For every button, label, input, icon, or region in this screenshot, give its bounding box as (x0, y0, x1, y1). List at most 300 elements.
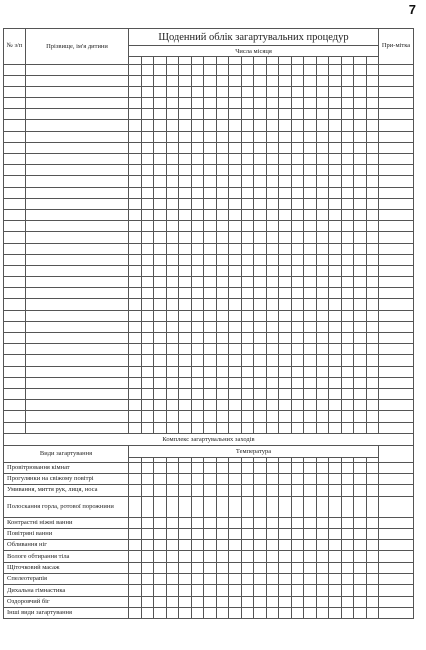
day-cell (141, 98, 154, 109)
day-cell (316, 209, 329, 220)
day-cell (154, 109, 167, 120)
day-cell (241, 422, 254, 433)
day-cell (191, 277, 204, 288)
note-cell (379, 377, 414, 388)
day-cell (129, 344, 142, 355)
temperature-cell (366, 496, 379, 517)
day-cell (241, 187, 254, 198)
temperature-cell (291, 485, 304, 496)
temperature-cell (354, 528, 367, 539)
day-cell (204, 154, 217, 165)
day-cell (366, 165, 379, 176)
day-cell (341, 120, 354, 131)
day-cell (354, 142, 367, 153)
day-cell (216, 198, 229, 209)
temperature-cell (291, 551, 304, 562)
day-cell (304, 209, 317, 220)
day-cell (179, 98, 192, 109)
day-cell (166, 355, 179, 366)
day-column-cell (216, 57, 229, 65)
day-cell (179, 198, 192, 209)
day-cell (316, 277, 329, 288)
day-cell (354, 198, 367, 209)
day-cell (204, 310, 217, 321)
day-cell (341, 64, 354, 75)
day-cell (329, 131, 342, 142)
procedure-row (4, 540, 414, 551)
day-cell (291, 64, 304, 75)
temperature-cell (316, 596, 329, 607)
temperature-cell (179, 596, 192, 607)
day-cell (129, 310, 142, 321)
day-cell (229, 388, 242, 399)
day-cell (341, 277, 354, 288)
temperature-cell (291, 596, 304, 607)
temperature-cell (241, 596, 254, 607)
day-cell (166, 288, 179, 299)
day-cell (366, 411, 379, 422)
day-cell (354, 254, 367, 265)
temperature-cell (229, 462, 242, 473)
day-cell (229, 299, 242, 310)
day-cell (304, 388, 317, 399)
day-cell (291, 299, 304, 310)
day-cell (129, 142, 142, 153)
day-cell (266, 221, 279, 232)
day-cell (341, 154, 354, 165)
day-cell (316, 400, 329, 411)
temperature-cell (329, 528, 342, 539)
temperature-cell (154, 562, 167, 573)
day-cell (366, 142, 379, 153)
temperature-cell (154, 485, 167, 496)
log-row (4, 265, 414, 276)
day-cell (341, 422, 354, 433)
temperature-cell (254, 496, 267, 517)
temperature-cell (354, 517, 367, 528)
day-cell (316, 75, 329, 86)
day-cell (204, 120, 217, 131)
day-cell (191, 288, 204, 299)
day-cell (341, 75, 354, 86)
temperature-cell (141, 517, 154, 528)
day-cell (329, 176, 342, 187)
day-cell (204, 422, 217, 433)
procedure-types-header: Види загартування (4, 445, 129, 462)
day-cell (191, 120, 204, 131)
procedure-row (4, 585, 414, 596)
temperature-cell (254, 485, 267, 496)
log-row (4, 333, 414, 344)
day-cell (254, 154, 267, 165)
day-cell (279, 388, 292, 399)
log-row (4, 377, 414, 388)
day-cell (329, 333, 342, 344)
day-cell (141, 187, 154, 198)
temperature-cell (279, 551, 292, 562)
temperature-cell (216, 562, 229, 573)
day-column-cell (191, 57, 204, 65)
temperature-cell (154, 528, 167, 539)
day-cell (341, 288, 354, 299)
row-number-cell (4, 86, 26, 97)
day-cell (329, 109, 342, 120)
day-cell (129, 209, 142, 220)
day-cell (129, 422, 142, 433)
day-cell (254, 254, 267, 265)
temperature-cell (229, 574, 242, 585)
day-cell (266, 333, 279, 344)
day-cell (304, 131, 317, 142)
temperature-cell (254, 585, 267, 596)
day-cell (166, 310, 179, 321)
day-cell (354, 120, 367, 131)
day-column-cell (141, 57, 154, 65)
day-cell (291, 310, 304, 321)
temperature-cell (179, 485, 192, 496)
temperature-cell (229, 607, 242, 618)
day-cell (266, 75, 279, 86)
day-cell (191, 98, 204, 109)
temperature-cell (254, 528, 267, 539)
temperature-cell (141, 473, 154, 484)
temperature-cell (191, 517, 204, 528)
day-cell (141, 176, 154, 187)
day-cell (241, 98, 254, 109)
log-row (4, 344, 414, 355)
day-cell (229, 154, 242, 165)
temperature-cell (241, 540, 254, 551)
day-cell (266, 288, 279, 299)
day-cell (179, 165, 192, 176)
day-cell (354, 75, 367, 86)
day-cell (279, 198, 292, 209)
day-cell (279, 344, 292, 355)
row-number-cell (4, 299, 26, 310)
temperature-cell (279, 596, 292, 607)
day-cell (204, 232, 217, 243)
day-cell (316, 187, 329, 198)
day-cell (254, 333, 267, 344)
day-cell (254, 299, 267, 310)
day-cell (279, 355, 292, 366)
day-cell (216, 154, 229, 165)
day-cell (129, 232, 142, 243)
temperature-cell (141, 585, 154, 596)
day-cell (154, 310, 167, 321)
day-cell (204, 64, 217, 75)
day-cell (266, 165, 279, 176)
temperature-cell (191, 596, 204, 607)
temperature-cell (241, 517, 254, 528)
day-cell (304, 254, 317, 265)
day-cell (154, 422, 167, 433)
temperature-cell (304, 528, 317, 539)
day-cell (329, 388, 342, 399)
day-cell (241, 221, 254, 232)
log-row (4, 400, 414, 411)
day-cell (304, 288, 317, 299)
day-cell (191, 254, 204, 265)
temperature-cell (279, 574, 292, 585)
temperature-cell (354, 596, 367, 607)
note-cell (379, 176, 414, 187)
day-cell (291, 388, 304, 399)
day-cell (254, 366, 267, 377)
temperature-cell (204, 596, 217, 607)
day-cell (154, 400, 167, 411)
day-cell (341, 165, 354, 176)
temperature-cell (179, 551, 192, 562)
temperature-cell (304, 551, 317, 562)
day-cell (166, 221, 179, 232)
row-number-cell (4, 98, 26, 109)
day-cell (316, 411, 329, 422)
day-cell (191, 131, 204, 142)
child-name-cell (26, 299, 129, 310)
temperature-cell (291, 562, 304, 573)
temperature-cell (266, 596, 279, 607)
day-cell (129, 388, 142, 399)
day-cell (154, 221, 167, 232)
day-cell (216, 176, 229, 187)
day-cell (354, 109, 367, 120)
day-cell (329, 154, 342, 165)
day-cell (329, 75, 342, 86)
child-name-cell (26, 154, 129, 165)
log-row (4, 154, 414, 165)
temperature-cell (329, 551, 342, 562)
temperature-cell (366, 607, 379, 618)
temperature-cell (266, 607, 279, 618)
day-cell (229, 366, 242, 377)
temperature-cell (254, 462, 267, 473)
temperature-cell (341, 607, 354, 618)
temperature-cell (316, 528, 329, 539)
temperature-cell (191, 562, 204, 573)
row-number-cell (4, 344, 26, 355)
day-cell (141, 377, 154, 388)
temperature-cell (341, 496, 354, 517)
temperature-cell (241, 607, 254, 618)
day-cell (266, 377, 279, 388)
temperature-cell (166, 562, 179, 573)
temperature-cell (141, 540, 154, 551)
day-cell (304, 344, 317, 355)
day-cell (179, 142, 192, 153)
day-cell (241, 64, 254, 75)
note-cell (379, 366, 414, 377)
day-cell (366, 299, 379, 310)
day-cell (266, 109, 279, 120)
temperature-cell (154, 517, 167, 528)
day-cell (191, 209, 204, 220)
child-name-cell (26, 232, 129, 243)
day-cell (266, 176, 279, 187)
day-cell (191, 377, 204, 388)
temperature-cell (304, 485, 317, 496)
temperature-cell (166, 596, 179, 607)
day-cell (229, 355, 242, 366)
note-cell (379, 288, 414, 299)
day-cell (191, 355, 204, 366)
temperature-cell (154, 551, 167, 562)
day-cell (266, 209, 279, 220)
day-cell (141, 254, 154, 265)
day-cell (354, 422, 367, 433)
procedure-note-cell (379, 596, 414, 607)
temperature-cell (241, 574, 254, 585)
day-cell (216, 243, 229, 254)
day-cell (241, 388, 254, 399)
log-row (4, 86, 414, 97)
row-number-cell (4, 154, 26, 165)
temperature-cell (354, 462, 367, 473)
day-cell (141, 232, 154, 243)
day-column-cell (279, 57, 292, 65)
day-cell (316, 109, 329, 120)
day-cell (291, 277, 304, 288)
day-cell (129, 198, 142, 209)
child-name-cell (26, 400, 129, 411)
temperature-cell (129, 496, 142, 517)
day-cell (216, 120, 229, 131)
day-cell (316, 98, 329, 109)
note-cell (379, 400, 414, 411)
day-cell (241, 209, 254, 220)
day-cell (279, 209, 292, 220)
day-cell (341, 86, 354, 97)
day-cell (129, 277, 142, 288)
row-number-cell (4, 198, 26, 209)
temperature-cell (266, 528, 279, 539)
day-cell (191, 344, 204, 355)
day-cell (366, 232, 379, 243)
day-cell (366, 131, 379, 142)
temperature-cell (279, 496, 292, 517)
day-cell (291, 86, 304, 97)
day-cell (304, 366, 317, 377)
day-cell (229, 277, 242, 288)
day-cell (291, 109, 304, 120)
day-cell (291, 333, 304, 344)
day-cell (304, 355, 317, 366)
temperature-cell (266, 562, 279, 573)
child-name-cell (26, 98, 129, 109)
temperature-cell (329, 517, 342, 528)
day-cell (216, 187, 229, 198)
day-cell (329, 321, 342, 332)
temperature-cell (316, 473, 329, 484)
day-cell (366, 176, 379, 187)
log-row (4, 232, 414, 243)
temperature-cell (154, 462, 167, 473)
day-cell (129, 400, 142, 411)
day-cell (254, 411, 267, 422)
day-cell (179, 243, 192, 254)
day-cell (366, 209, 379, 220)
day-cell (266, 120, 279, 131)
day-cell (216, 86, 229, 97)
temperature-cell (129, 473, 142, 484)
day-cell (216, 310, 229, 321)
temperature-cell (204, 496, 217, 517)
day-cell (316, 388, 329, 399)
procedure-row (4, 596, 414, 607)
day-cell (241, 355, 254, 366)
day-cell (366, 422, 379, 433)
temperature-cell (291, 540, 304, 551)
temperature-cell (304, 462, 317, 473)
day-cell (254, 98, 267, 109)
day-cell (154, 131, 167, 142)
day-cell (216, 232, 229, 243)
day-cell (366, 265, 379, 276)
day-cell (179, 120, 192, 131)
log-row (4, 254, 414, 265)
day-cell (204, 209, 217, 220)
day-cell (204, 265, 217, 276)
day-cell (329, 422, 342, 433)
day-cell (154, 366, 167, 377)
day-cell (179, 154, 192, 165)
day-cell (141, 75, 154, 86)
day-cell (341, 187, 354, 198)
day-cell (341, 321, 354, 332)
log-row (4, 411, 414, 422)
temperature-cell (179, 517, 192, 528)
temperature-cell (254, 562, 267, 573)
day-cell (254, 355, 267, 366)
temperature-cell (279, 562, 292, 573)
day-cell (204, 388, 217, 399)
row-number-cell (4, 221, 26, 232)
day-cell (329, 98, 342, 109)
day-cell (141, 120, 154, 131)
temperature-cell (279, 517, 292, 528)
day-cell (166, 75, 179, 86)
day-cell (241, 321, 254, 332)
day-cell (216, 299, 229, 310)
note-cell (379, 75, 414, 86)
row-number-cell (4, 64, 26, 75)
temperature-cell (366, 473, 379, 484)
day-cell (291, 366, 304, 377)
day-cell (316, 288, 329, 299)
day-column-cell (204, 57, 217, 65)
temperature-cell (316, 551, 329, 562)
day-cell (329, 310, 342, 321)
temperature-cell (154, 540, 167, 551)
day-cell (179, 254, 192, 265)
temperature-cell (204, 540, 217, 551)
day-cell (241, 176, 254, 187)
day-cell (254, 176, 267, 187)
temperature-cell (254, 551, 267, 562)
temperature-cell (241, 496, 254, 517)
day-cell (341, 254, 354, 265)
day-cell (216, 98, 229, 109)
child-name-cell (26, 366, 129, 377)
procedure-note-cell (379, 540, 414, 551)
temperature-cell (229, 540, 242, 551)
day-column-cell (266, 57, 279, 65)
temperature-cell (229, 517, 242, 528)
day-cell (204, 131, 217, 142)
day-cell (266, 142, 279, 153)
note-cell (379, 254, 414, 265)
temperature-cell (191, 462, 204, 473)
